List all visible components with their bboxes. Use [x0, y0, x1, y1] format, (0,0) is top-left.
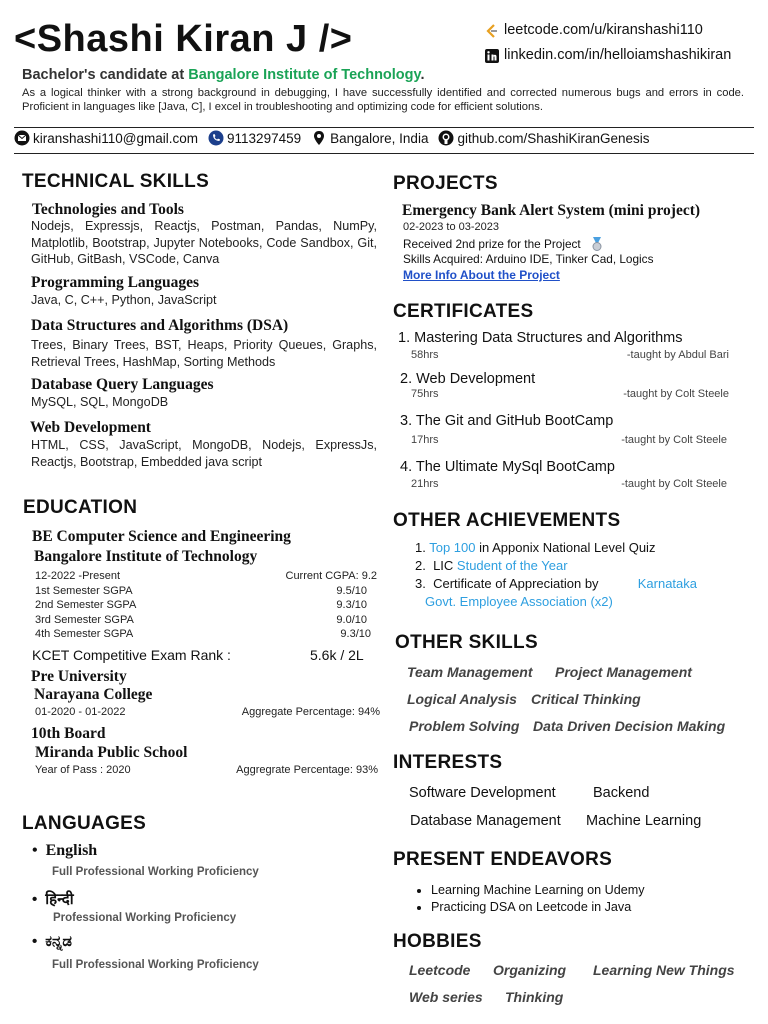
hobby-item: Thinking	[505, 989, 564, 1005]
skill-group-items: Nodejs, Expressjs, Reactjs, Postman, Pandas, NumPy, Matplotlib, Bootstrap, Jupyter Notebooks, Code Sandbox, Git, GitHub, GitBash, VSCode, Canva	[31, 219, 377, 267]
institute-highlight: Bangalore Institute of Technology	[188, 67, 421, 83]
language-level: Professional Working Proficiency	[53, 912, 237, 924]
semester-row: 3rd Semester SGPA 9.0/10	[35, 613, 367, 626]
list-item: • Learning Machine Learning on Udemy	[431, 882, 645, 899]
project-title: Emergency Bank Alert System (mini project)	[402, 202, 701, 219]
linkedin-icon	[484, 48, 500, 64]
skill-group-title: Web Development	[30, 419, 151, 436]
divider-bottom	[14, 153, 754, 154]
hobby-item: Web series	[409, 989, 483, 1005]
email-icon	[14, 130, 30, 146]
certificates-heading: CERTIFICATES	[393, 301, 534, 322]
soft-skill: Problem Solving	[409, 718, 520, 734]
endeavors-list	[413, 882, 645, 916]
skill-group-items: Trees, Binary Trees, BST, Heaps, Priority Queues, Graphs, Retrieval Trees, HashMap, Sorting Methods	[31, 338, 377, 369]
pu-college: Narayana College	[34, 686, 153, 703]
achievement-item: 3. Certificate of Appreciation by Karnataka	[415, 576, 697, 591]
certificate-title: 2. Web Development	[400, 371, 536, 387]
interest-item: Software Development	[409, 785, 556, 801]
pu-details: 01-2020 - 01-2022 Aggregate Percentage: 94%	[35, 706, 380, 718]
phone-icon	[208, 130, 224, 146]
soft-skill: Team Management	[407, 664, 533, 680]
achievements-heading: OTHER ACHIEVEMENTS	[393, 510, 621, 531]
certificate-title: 1. Mastering Data Structures and Algorithms	[398, 330, 683, 346]
leetcode-link[interactable]: leetcode.com/u/kiranshashi110	[484, 18, 731, 43]
leetcode-icon	[484, 23, 500, 39]
certificate-title: 3. The Git and GitHub BootCamp	[400, 413, 614, 429]
project-period: 02-2023 to 03-2023	[403, 221, 500, 233]
skill-group-items: MySQL, SQL, MongoDB	[31, 395, 169, 409]
divider-top	[14, 127, 754, 128]
soft-skill: Data Driven Decision Making	[533, 718, 726, 734]
kcet-rank: KCET Competitive Exam Rank : 5.6k / 2L	[32, 647, 364, 663]
certificate-meta: 17hrs -taught by Colt Steele	[411, 434, 727, 446]
pu-title: Pre University	[31, 668, 127, 685]
languages-heading: LANGUAGES	[22, 813, 147, 834]
degree-title: BE Computer Science and Engineering	[32, 528, 291, 545]
other-skills-heading: OTHER SKILLS	[395, 632, 538, 653]
education-heading: EDUCATION	[23, 497, 138, 518]
certificate-meta: 21hrs -taught by Colt Steele	[411, 478, 727, 490]
skill-group-title: Database Query Languages	[31, 376, 214, 393]
contact-email[interactable]: kiranshashi110@gmail.com	[14, 130, 198, 146]
achievement-item: 2. LIC Student of the Year	[415, 558, 568, 573]
language-item: • ಕನ್ನಡ	[32, 933, 72, 950]
list-item: • Practicing DSA on Leetcode in Java	[431, 899, 645, 916]
semester-row: 4th Semester SGPA 9.3/10	[35, 628, 371, 641]
interest-item: Backend	[593, 785, 650, 801]
semester-row: 1st Semester SGPA 9.5/10	[35, 584, 367, 597]
skill-group-title: Technologies and Tools	[32, 201, 184, 218]
interest-item: Database Management	[410, 813, 561, 829]
certificate-meta: 75hrs -taught by Colt Steele	[411, 388, 729, 400]
contact-github[interactable]: github.com/ShashiKiranGenesis	[438, 130, 649, 146]
soft-skill: Logical Analysis	[407, 691, 517, 707]
project-info-link[interactable]: More Info About the Project	[403, 268, 560, 282]
board-title: 10th Board	[31, 725, 106, 742]
certificate-title: 4. The Ultimate MySql BootCamp	[400, 459, 615, 475]
semester-row: 2nd Semester SGPA 9.3/10	[35, 599, 367, 612]
skill-group-title: Data Structures and Algorithms (DSA)	[31, 317, 289, 334]
semester-table	[35, 569, 377, 642]
certificate-meta: 58hrs -taught by Abdul Bari	[411, 349, 729, 361]
project-prize: Received 2nd prize for the Project	[403, 236, 605, 252]
hobby-item: Learning New Things	[593, 962, 735, 978]
profile-summary: As a logical thinker with a strong background in debugging, I have successfully identified and corrected numerous bugs and errors in code. Proficient in languages like [Java, C], I excel in troubleshooting and optimizing code for efficient solutions.	[22, 87, 744, 113]
cgpa-row: 12-2022 -Present Current CGPA: 9.2	[35, 570, 377, 582]
interest-item: Machine Learning	[586, 813, 702, 829]
contact-bar	[14, 130, 754, 146]
interests-heading: INTERESTS	[393, 752, 503, 773]
candidate-subtitle: Bachelor's candidate at Bangalore Institute of Technology.	[22, 67, 425, 83]
board-school: Miranda Public School	[35, 744, 188, 761]
contact-location: Bangalore, India	[311, 130, 428, 146]
project-skills: Skills Acquired: Arduino IDE, Tinker Cad, Logics	[403, 252, 654, 266]
language-level: Full Professional Working Proficiency	[52, 866, 259, 878]
achievement-item-cont: Govt. Employee Association (x2)	[425, 594, 613, 609]
college-name: Bangalore Institute of Technology	[34, 548, 258, 565]
location-icon	[311, 130, 327, 146]
hobbies-heading: HOBBIES	[393, 931, 482, 952]
soft-skill: Critical Thinking	[531, 691, 641, 707]
language-item: • English	[32, 842, 98, 859]
hobby-item: Organizing	[493, 962, 567, 978]
projects-heading: PROJECTS	[393, 173, 498, 194]
github-icon	[438, 130, 454, 146]
soft-skill: Project Management	[555, 664, 692, 680]
technical-skills-heading: TECHNICAL SKILLS	[22, 171, 210, 192]
candidate-name: <Shashi Kiran J />	[14, 18, 353, 60]
skill-group-items: HTML, CSS, JavaScript, MongoDB, Nodejs, ExpressJs, Reactjs, Bootstrap, Embedded java script	[31, 438, 377, 469]
language-item: • हिन्दी	[32, 891, 74, 908]
linkedin-link[interactable]: linkedin.com/in/helloiamshashikiran	[484, 43, 731, 68]
board-details: Year of Pass : 2020 Aggregrate Percentage: 93%	[35, 764, 378, 776]
profile-links	[484, 18, 731, 68]
endeavors-heading: PRESENT ENDEAVORS	[393, 849, 613, 870]
hobby-item: Leetcode	[409, 962, 471, 978]
contact-phone[interactable]: 9113297459	[208, 130, 301, 146]
skill-group-title: Programming Languages	[31, 274, 200, 291]
skill-group-items: Java, C, C++, Python, JavaScript	[31, 293, 217, 307]
language-level: Full Professional Working Proficiency	[52, 959, 259, 971]
achievement-item: 1. Top 100 in Apponix National Level Quiz	[415, 540, 656, 555]
medal-icon	[589, 236, 605, 252]
